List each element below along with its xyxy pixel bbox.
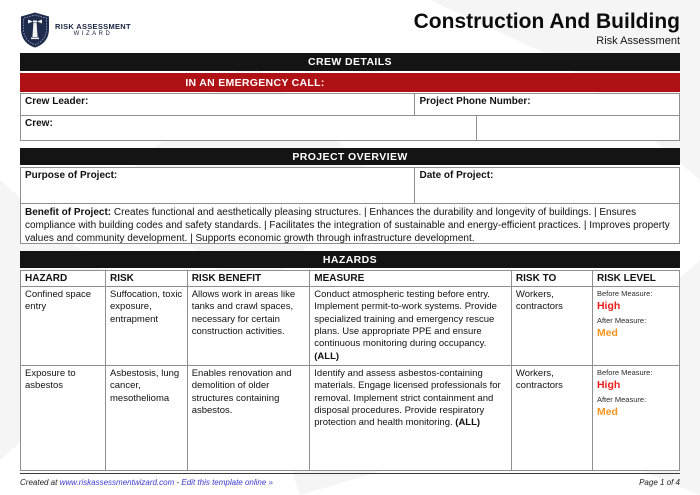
risk-benefit-cell: Allows work in areas like tanks and crawl spaces, necessary for certain construction activities.	[187, 287, 310, 366]
column-header-risk: RISK	[106, 271, 188, 287]
hazards-table	[20, 270, 680, 471]
date-of-project-field[interactable]: Date of Project:	[414, 168, 679, 203]
crew-leader-field[interactable]: Crew Leader:	[25, 96, 89, 107]
hazard-row-confined-space	[21, 287, 680, 366]
footer-separator: -	[174, 478, 182, 487]
after-measure-value: Med	[596, 327, 618, 340]
before-measure-value: High	[596, 378, 621, 391]
crew-extra-field[interactable]	[476, 116, 679, 140]
purpose-of-project-field[interactable]: Purpose of Project:	[25, 170, 118, 181]
hazards-header-row	[21, 271, 680, 287]
measure-cell	[310, 287, 512, 366]
document-title: Construction And Building	[413, 10, 680, 33]
risk-cell: Asbestosis, lung cancer, mesothelioma	[106, 366, 188, 471]
document-subtitle: Risk Assessment	[596, 35, 680, 48]
risk-to-cell: Workers, contractors	[511, 287, 592, 366]
brand-name-line2: WIZARD	[73, 30, 113, 37]
risk-benefit-cell: Enables renovation and demolition of older structures containing asbestos.	[187, 366, 310, 471]
measure-all-tag: (ALL)	[455, 417, 481, 429]
crew-row	[20, 116, 680, 141]
risk-cell: Suffocation, toxic exposure, entrapment	[106, 287, 188, 366]
footer-site-link[interactable]: www.riskassessmentwizard.com	[59, 478, 175, 487]
measure-all-tag: (ALL)	[314, 350, 340, 362]
footer-credit	[20, 478, 273, 487]
column-header-risk-level: RISK LEVEL	[592, 271, 679, 287]
crew-field[interactable]: Crew:	[25, 118, 53, 129]
hazard-cell: Confined space entry	[21, 287, 106, 366]
risk-to-cell: Workers, contractors	[511, 366, 592, 471]
footer-edit-template-link[interactable]: Edit this template online »	[181, 478, 273, 487]
before-measure-label: Before Measure:	[596, 289, 653, 298]
benefit-text: Creates functional and aesthetically pleasing structures. | Enhances the durability and longevity of buildings. | Ensures compliance with building codes and safety standards. | Facilitates the integration of sustainable and energy-efficient practices. | Improves property values and community development. | Supports economic growth through infrastructure development.	[25, 207, 670, 244]
hazard-row-asbestos	[21, 366, 680, 471]
benefit-row	[20, 204, 680, 244]
section-header-hazards: HAZARDS	[20, 251, 680, 268]
risk-level-cell	[592, 366, 679, 471]
page-number: Page 1 of 4	[639, 478, 680, 487]
section-header-crew-details: CREW DETAILS	[20, 53, 680, 71]
purpose-row	[20, 167, 680, 204]
hazard-cell: Exposure to asbestos	[21, 366, 106, 471]
measure-cell	[310, 366, 512, 471]
emergency-banner: IN AN EMERGENCY CALL:	[20, 73, 680, 92]
brand-name	[55, 23, 131, 38]
column-header-risk-to: RISK TO	[511, 271, 592, 287]
section-header-project-overview: PROJECT OVERVIEW	[20, 148, 680, 165]
column-header-measure: MEASURE	[310, 271, 512, 287]
before-measure-label: Before Measure:	[596, 368, 653, 378]
measure-text: Conduct atmospheric testing before entry. Implement permit-to-work systems. Provide specialized training and emergency rescue plans. Use appropriate PPE and ensure continuous monitoring during occupancy.	[314, 289, 497, 350]
page-footer	[20, 473, 680, 487]
column-header-risk-benefit: RISK BENEFIT	[187, 271, 310, 287]
project-phone-field[interactable]: Project Phone Number:	[414, 94, 679, 115]
title-block	[414, 11, 680, 47]
measure-text: Identify and assess asbestos-containing materials. Engage licensed professionals for removal. Implement strict containment and disposal procedures. Provide respiratory protection and health monitoring.	[314, 368, 501, 429]
after-measure-value: Med	[596, 406, 618, 419]
footer-prefix: Created at	[20, 478, 60, 487]
after-measure-label: After Measure:	[596, 395, 647, 405]
shield-lighthouse-icon	[20, 12, 50, 48]
column-header-hazard: HAZARD	[21, 271, 106, 287]
benefit-label: Benefit of Project:	[25, 207, 112, 218]
crew-leader-row	[20, 93, 680, 116]
brand-logo	[20, 12, 131, 48]
risk-level-cell	[592, 287, 679, 366]
brand-name-line1: RISK ASSESSMENT	[55, 21, 131, 31]
document-header	[20, 11, 680, 53]
after-measure-label: After Measure:	[596, 316, 647, 326]
before-measure-value: High	[596, 299, 621, 312]
